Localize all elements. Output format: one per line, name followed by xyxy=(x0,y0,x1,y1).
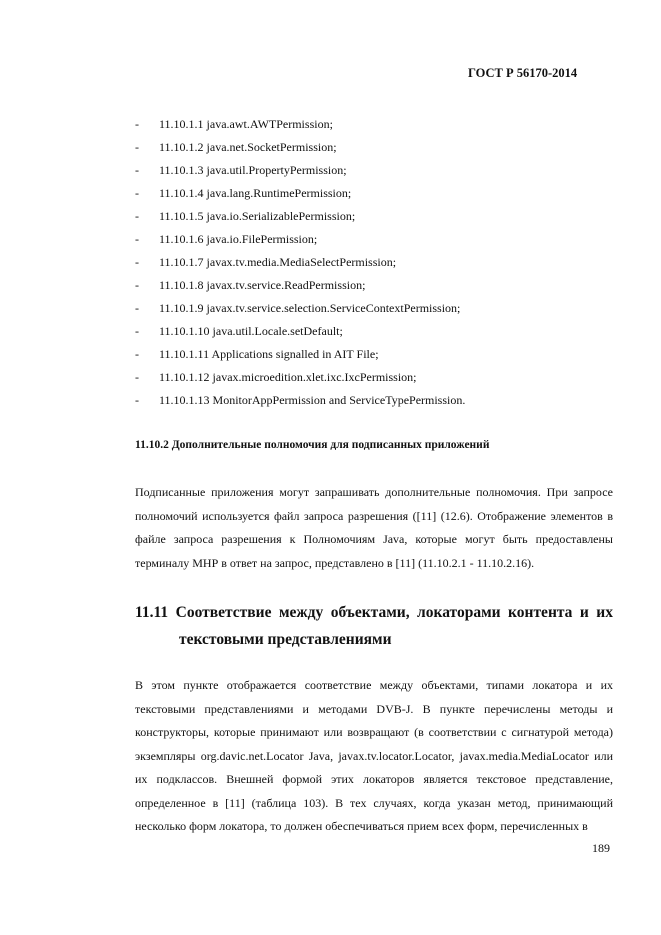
list-item xyxy=(0,231,661,254)
list-item-text: 11.10.1.9 javax.tv.service.selection.ServiceContextPermission; xyxy=(159,301,461,315)
list-item xyxy=(0,139,661,162)
list-bullet: - xyxy=(135,324,139,338)
list-bullet: - xyxy=(135,209,139,223)
section-11-11-heading-line2: текстовыми представлениями xyxy=(179,631,392,648)
page-number: 189 xyxy=(592,841,610,855)
section-11-10-2-paragraph xyxy=(135,481,613,575)
list-item-text: 11.10.1.13 MonitorAppPermission and ServiceTypePermission. xyxy=(159,393,466,407)
list-bullet: - xyxy=(135,163,139,177)
list-item-text: 11.10.1.11 Applications signalled in AIT File; xyxy=(159,347,379,361)
list-item-text: 11.10.1.12 javax.microedition.xlet.ixc.IxcPermission; xyxy=(159,370,417,384)
list-item xyxy=(0,185,661,208)
section-11-11-paragraph: В этом пункте отображается соответствие между объектами, типами локатора и их текстовыми представлениями и методами DVB-J. В пункте перечислены методы и конструкторы, которые принимают или возвращают (в соответствии с сигнатурой метода) экземпляры org.davic.net.Locator Java, javax.tv.locator.Locator, javax.media.MediaLocator или их подклассов. Внешней формой этих локаторов является текстовое представление, определенное в [11] (таблица 103). В тех случаях, когда указан метод, принимающий несколько форм локатора, то должен обеспечиваться прием всех форм, перечисленных в xyxy=(135,678,613,833)
list-item xyxy=(0,300,661,323)
list-bullet: - xyxy=(135,278,139,292)
list-item-text: 11.10.1.1 java.awt.AWTPermission; xyxy=(159,117,333,131)
list-item xyxy=(0,346,661,369)
section-11-10-2-heading: 11.10.2 Дополнительные полномочия для подписанных приложений xyxy=(135,439,490,451)
list-item-text: 11.10.1.2 java.net.SocketPermission; xyxy=(159,140,337,154)
list-bullet: - xyxy=(135,255,139,269)
list-item-text: 11.10.1.10 java.util.Locale.setDefault; xyxy=(159,324,343,338)
list-item xyxy=(0,277,661,300)
list-item xyxy=(0,116,661,139)
list-bullet: - xyxy=(135,301,139,315)
permission-list xyxy=(0,116,661,415)
list-item xyxy=(0,392,661,415)
list-item xyxy=(0,323,661,346)
list-item xyxy=(0,254,661,277)
list-bullet: - xyxy=(135,232,139,246)
list-item-text: 11.10.1.8 javax.tv.service.ReadPermission; xyxy=(159,278,366,292)
section-11-11-heading xyxy=(135,599,613,653)
list-item-text: 11.10.1.4 java.lang.RuntimePermission; xyxy=(159,186,352,200)
list-bullet: - xyxy=(135,393,139,407)
list-item-text: 11.10.1.7 javax.tv.media.MediaSelectPermission; xyxy=(159,255,397,269)
list-item-text: 11.10.1.3 java.util.PropertyPermission; xyxy=(159,163,347,177)
document-standard-header: ГОСТ Р 56170-2014 xyxy=(468,66,578,80)
list-item-text: 11.10.1.6 java.io.FilePermission; xyxy=(159,232,318,246)
section-11-11-heading-line1: 11.11 Соответствие между объектами, локаторами контента и их xyxy=(135,604,613,621)
list-bullet: - xyxy=(135,117,139,131)
list-bullet: - xyxy=(135,347,139,361)
list-bullet: - xyxy=(135,140,139,154)
list-item xyxy=(0,369,661,392)
list-item xyxy=(0,208,661,231)
list-bullet: - xyxy=(135,186,139,200)
list-item xyxy=(0,162,661,185)
list-bullet: - xyxy=(135,370,139,384)
list-item-text: 11.10.1.5 java.io.SerializablePermission; xyxy=(159,209,356,223)
section-11-10-2-paragraph-text: Подписанные приложения могут запрашивать дополнительные полномочия. При запросе полномочий используется файл запроса разрешения ([11] (12.6). Отображение элементов в файле запроса разрешения к Полномочиям Java, которые могут быть предоставлены терминалу МНР в ответ на запрос, представлено в [11] (11.10.2.1 - 11.10.2.16). xyxy=(135,485,613,570)
